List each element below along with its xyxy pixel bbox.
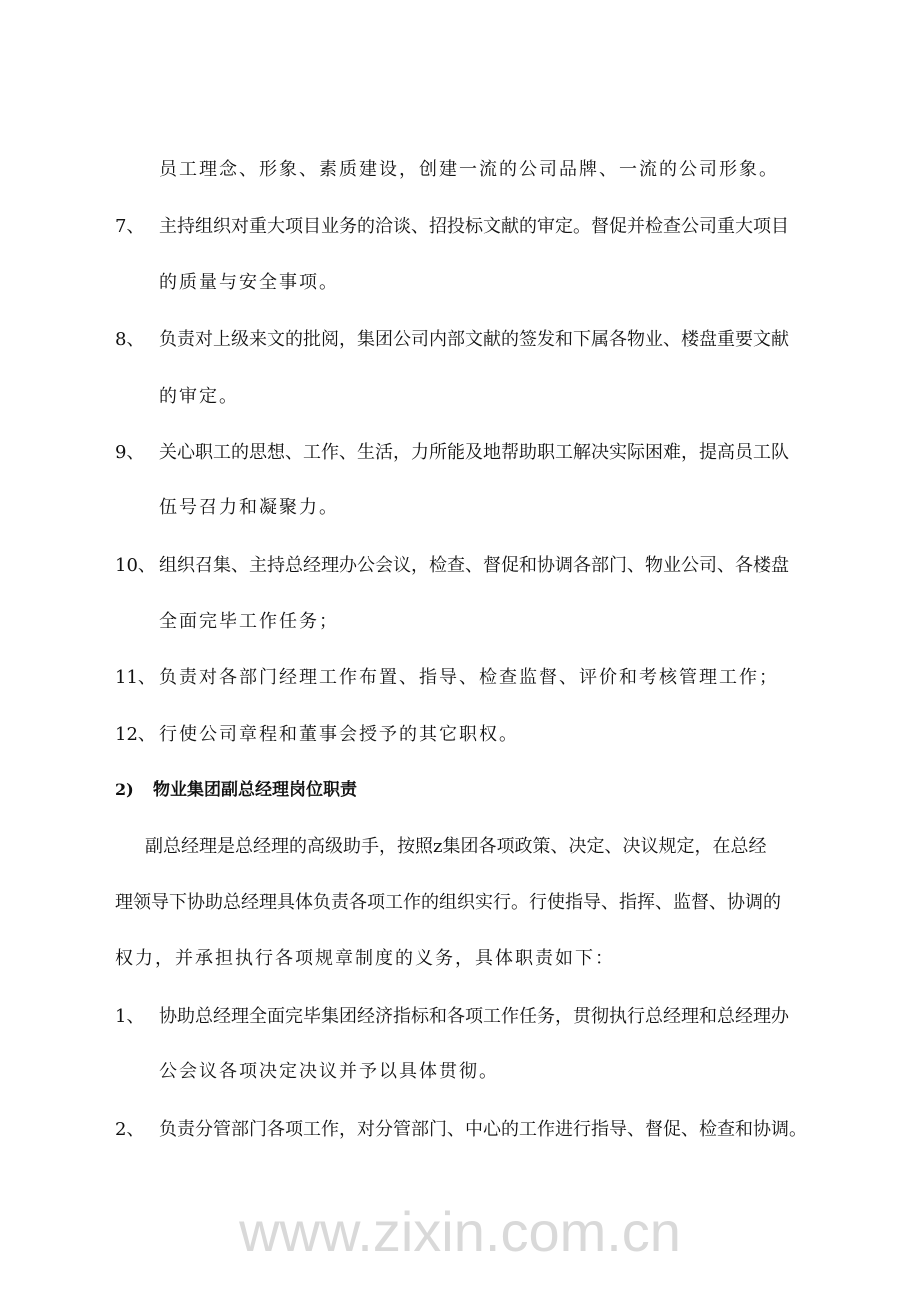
item-number: 2、	[115, 1119, 145, 1140]
item-number: 10、	[115, 555, 156, 576]
item-text: 负责对上级来文的批阅，集团公司内部文献的签发和下属各物业、楼盘重要文献	[159, 329, 789, 350]
watermark: www.zixin.com.cn	[239, 1200, 681, 1263]
intro-text: 副总经理是总经理的高级助手，按照z集团各项政策、决定、决议规定，在总经	[145, 836, 767, 857]
item-text: 全面完毕工作任务；	[159, 611, 339, 632]
intro-text: 理领导下协助总经理具体负责各项工作的组织实行。行使指导、指挥、监督、协调的	[115, 892, 781, 913]
item-text: 负责对各部门经理工作布置、指导、检查监督、评价和考核管理工作；	[159, 667, 779, 688]
item-text: 的审定。	[159, 386, 239, 407]
item-number: 12、	[115, 724, 156, 745]
item-number: 8、	[115, 329, 145, 350]
item-text: 主持组织对重大项目业务的洽谈、招投标文献的审定。督促并检查公司重大项目	[159, 216, 789, 237]
item-number: 1、	[115, 1006, 145, 1027]
item-text: 协助总经理全面完毕集团经济指标和各项工作任务，贯彻执行总经理和总经理办	[159, 1006, 789, 1027]
item-text: 伍号召力和凝聚力。	[159, 497, 339, 518]
item-text: 负责分管部门各项工作，对分管部门、中心的工作进行指导、督促、检查和协调。	[159, 1119, 807, 1140]
item-number: 7、	[115, 216, 145, 237]
section-title: 物业集团副总经理岗位职责	[153, 780, 357, 800]
item-text: 行使公司章程和董事会授予的其它职权。	[159, 724, 519, 745]
continuation-line: 员工理念、形象、素质建设，创建一流的公司品牌、一流的公司形象。	[159, 159, 779, 180]
item-number: 9、	[115, 442, 145, 463]
item-number: 11、	[115, 667, 156, 688]
item-text: 公会议各项决定决议并予以具体贯彻。	[159, 1061, 499, 1082]
item-text: 的质量与安全事项。	[159, 272, 339, 293]
intro-text: 权力，并承担执行各项规章制度的义务，具体职责如下：	[115, 948, 615, 969]
item-text: 组织召集、主持总经理办公会议，检查、督促和协调各部门、物业公司、各楼盘	[159, 555, 789, 576]
section-number: 2)	[115, 780, 134, 799]
item-text: 关心职工的思想、工作、生活，力所能及地帮助职工解决实际困难，提高员工队	[159, 442, 789, 463]
